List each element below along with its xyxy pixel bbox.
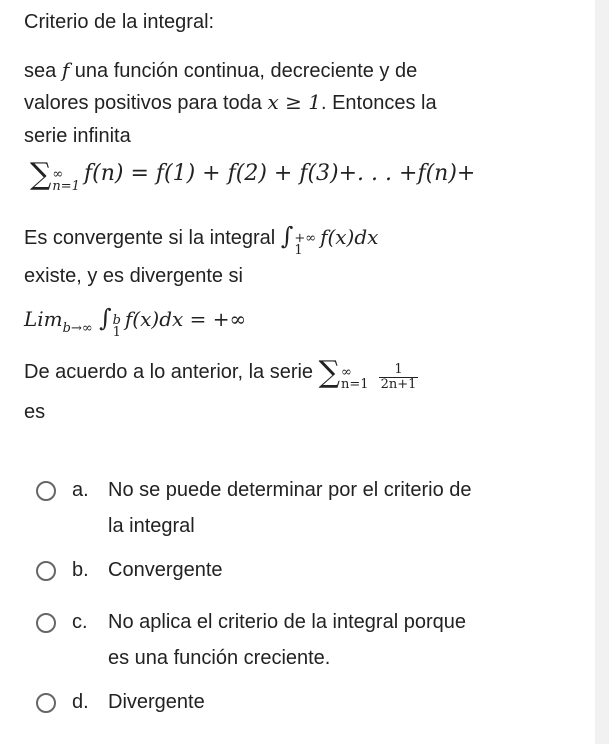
f-symbol: f xyxy=(61,58,70,82)
option-c-text xyxy=(108,604,568,676)
intro-text: sea xyxy=(24,60,62,82)
option-b-line1: Convergente xyxy=(108,559,223,581)
limit-lower: 1 xyxy=(112,325,121,340)
convergent-text: Es convergente si la integral xyxy=(24,227,281,249)
limit-formula xyxy=(24,304,246,343)
integral-expression: f(x)dx xyxy=(320,225,379,249)
intro-line-3: serie infinita xyxy=(24,125,131,147)
radio-a[interactable] xyxy=(36,481,56,501)
fraction-denominator: 2n+1 xyxy=(380,377,417,392)
intro-text-rest: una función continua, decreciente y de xyxy=(69,60,418,82)
integral-sign: ∫ xyxy=(280,222,294,250)
limit-expression: f(x)dx = +∞ xyxy=(124,307,247,331)
intro-text-2-rest: . Entonces la xyxy=(320,92,437,114)
radio-b[interactable] xyxy=(36,561,56,581)
divergent-line: existe, y es divergente si xyxy=(24,265,243,287)
limit-sub: b→∞ xyxy=(62,321,93,336)
x-condition: x ≥ 1 xyxy=(267,90,321,114)
fraction-numerator: 1 xyxy=(379,363,419,378)
prompt-end: es xyxy=(24,401,46,423)
integral-limits xyxy=(294,233,316,257)
sum-lower: n=1 xyxy=(52,179,80,194)
limit-upper: b xyxy=(112,313,121,328)
option-c-line1: No aplica el criterio de la integral porque xyxy=(108,611,466,633)
sum-limits xyxy=(52,169,80,193)
intro-line-2 xyxy=(24,88,437,117)
option-a-line1: No se puede determinar por el criterio de xyxy=(108,479,472,501)
sum-symbol: ∑ xyxy=(30,157,52,192)
limit-integral-limits xyxy=(113,315,121,339)
option-b[interactable] xyxy=(36,552,568,588)
option-b-text xyxy=(108,552,568,588)
intro-line-1 xyxy=(24,56,417,85)
prompt-lower: n=1 xyxy=(341,377,369,392)
convergent-line xyxy=(24,222,378,257)
option-d-text xyxy=(108,684,568,720)
prompt-fraction xyxy=(379,363,419,392)
prompt-upper: ∞ xyxy=(341,365,352,380)
option-c-line2: es una función creciente. xyxy=(108,647,331,669)
prompt-sum-symbol: ∑ xyxy=(318,355,341,390)
option-a-letter: a. xyxy=(72,479,89,501)
prompt-text: De acuerdo a lo anterior, la serie xyxy=(24,361,319,383)
option-c[interactable] xyxy=(36,604,568,676)
sum-upper: ∞ xyxy=(52,167,64,182)
option-d[interactable] xyxy=(36,684,568,720)
limit-integral-sign: ∫ xyxy=(99,304,112,332)
option-c-letter: c. xyxy=(72,611,88,633)
prompt-line xyxy=(24,355,418,392)
limit-prefix: Lim xyxy=(24,307,63,331)
option-a[interactable] xyxy=(36,472,568,544)
integral-upper: +∞ xyxy=(294,231,317,246)
option-b-letter: b. xyxy=(72,559,89,581)
option-d-letter: d. xyxy=(72,691,89,713)
option-d-line1: Divergente xyxy=(108,691,205,713)
question-title: Criterio de la integral: xyxy=(24,11,215,33)
series-expression: f(n) = f(1) + f(2) + f(3)+. . . +f(n)+ xyxy=(83,161,476,186)
radio-d[interactable] xyxy=(36,693,56,713)
prompt-sum-limits xyxy=(341,367,369,391)
option-a-text xyxy=(108,472,568,544)
scrollbar-track[interactable] xyxy=(595,0,609,744)
intro-text-2: valores positivos para toda xyxy=(24,92,268,114)
integral-lower: 1 xyxy=(294,243,303,258)
radio-c[interactable] xyxy=(36,613,56,633)
option-a-line2: la integral xyxy=(108,515,195,537)
series-formula xyxy=(30,157,476,194)
